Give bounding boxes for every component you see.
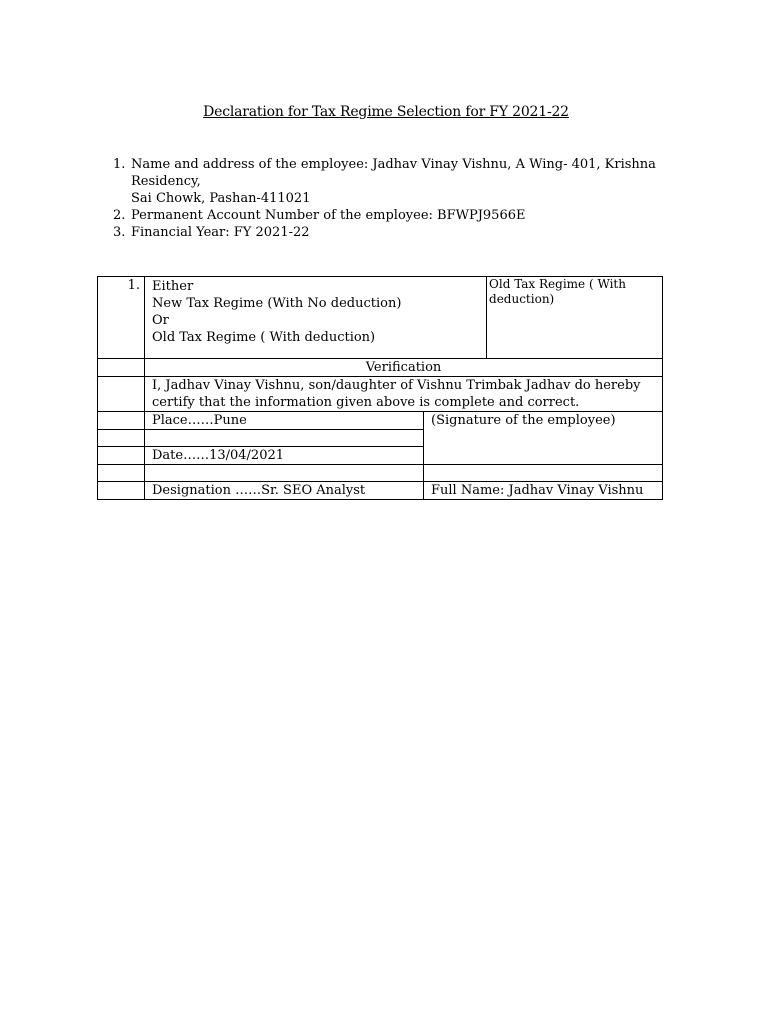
either-label: Either: [152, 279, 194, 294]
empty-cell: [424, 465, 663, 482]
selected-regime-cell: [487, 277, 663, 359]
new-regime-option: New Tax Regime (With No deduction): [152, 296, 402, 311]
pan-text: Permanent Account Number of the employee: BFWPJ9566E: [131, 208, 526, 223]
financial-year-text: Financial Year: FY 2021-22: [131, 225, 310, 240]
list-item-pan: [113, 207, 673, 224]
verification-text-cell: [145, 377, 663, 412]
designation-cell: [145, 482, 424, 500]
table-row: [98, 377, 663, 412]
list-item-employee-name-address: [113, 156, 673, 207]
table-row: [98, 412, 663, 430]
empty-cell: [98, 430, 145, 447]
empty-cell: [145, 430, 424, 447]
list-item-financial-year: [113, 224, 673, 241]
table-row: [98, 277, 663, 359]
empty-cell: [98, 359, 145, 377]
row-number-cell: [98, 277, 145, 359]
date-cell: [145, 447, 424, 465]
empty-cell: [98, 377, 145, 412]
or-label: Or: [152, 313, 169, 328]
empty-cell: [98, 465, 145, 482]
empty-cell: [98, 412, 145, 430]
empty-cell: [98, 447, 145, 465]
verification-header: Verification: [365, 360, 442, 375]
table-row: [98, 482, 663, 500]
declaration-table: [97, 276, 663, 500]
row-number: 1.: [127, 278, 140, 293]
designation-text: Designation ……Sr. SEO Analyst: [152, 483, 366, 498]
full-name-cell: [424, 482, 663, 500]
employee-name-address-line3: Sai Chowk, Pashan-411021: [131, 191, 311, 206]
place-cell: [145, 412, 424, 430]
empty-cell: [145, 465, 424, 482]
list-number: 2.: [113, 208, 126, 223]
signature-cell: [424, 412, 663, 465]
list-number: 3.: [113, 225, 126, 240]
employee-name-address-line1: Name and address of the employee: Jadhav Vinay Vishnu, A Wing- 401, Krishna: [131, 157, 656, 172]
signature-label: (Signature of the employee): [431, 413, 616, 428]
verification-text-line2: certify that the information given above is complete and correct.: [152, 395, 580, 410]
full-name-text: Full Name: Jadhav Vinay Vishnu: [431, 483, 644, 498]
document-title: Declaration for Tax Regime Selection for FY 2021-22: [203, 104, 569, 120]
place-text: Place……Pune: [152, 413, 247, 428]
verification-text-line1: I, Jadhav Vinay Vishnu, son/daughter of Vishnu Trimbak Jadhav do hereby: [152, 378, 641, 393]
employee-info-list: [113, 156, 673, 241]
list-number: 1.: [113, 157, 126, 172]
regime-options-cell: [145, 277, 487, 359]
empty-cell: [98, 482, 145, 500]
old-regime-option: Old Tax Regime ( With deduction): [152, 330, 376, 345]
selected-regime: Old Tax Regime ( With deduction): [489, 277, 626, 306]
employee-name-address-line2: Residency,: [131, 174, 201, 189]
table-row: [98, 465, 663, 482]
date-text: Date……13/04/2021: [152, 448, 285, 463]
verification-header-cell: [145, 359, 663, 377]
table-row: [98, 359, 663, 377]
